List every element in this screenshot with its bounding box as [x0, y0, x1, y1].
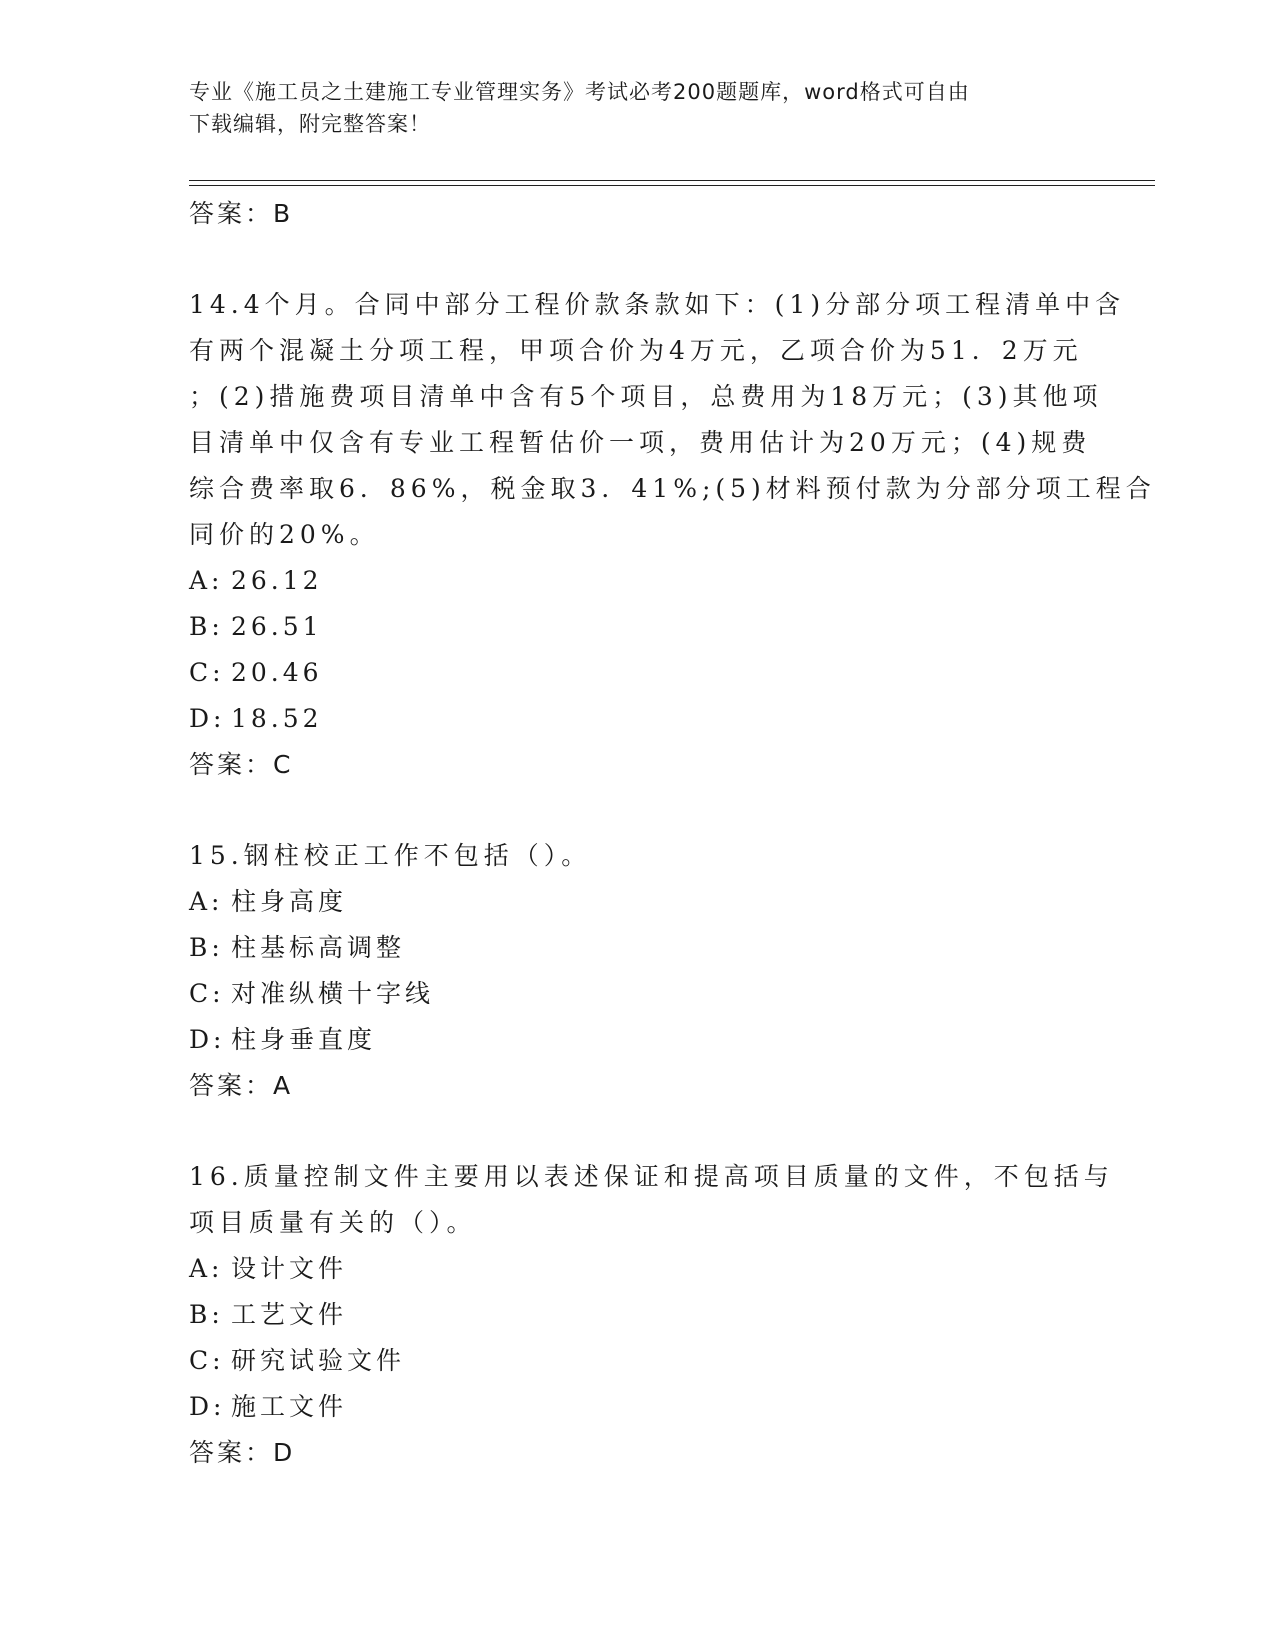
option-b	[189, 604, 1089, 650]
question-text-line: 项目质量有关的（）。	[189, 1208, 477, 1237]
option-label: A:	[189, 887, 224, 916]
option-label: A:	[189, 1254, 224, 1283]
question-text-line: 16.质量控制文件主要用以表述保证和提高项目质量的文件，不包括与	[189, 1162, 1114, 1191]
question-text-line: 综合费率取6．86%，税金取3．41%;(5)材料预付款为分部分项工程合	[189, 474, 1156, 503]
option-label: D:	[189, 1392, 226, 1421]
option-c	[189, 650, 1089, 696]
option-text: 26.12	[231, 566, 323, 595]
question-14	[189, 282, 1156, 788]
question-text-line: 有两个混凝土分项工程，甲项合价为4万元，乙项合价为51．2万元	[189, 336, 1083, 365]
question-15	[189, 833, 1089, 1109]
option-b	[189, 1292, 1089, 1338]
option-a	[189, 558, 1089, 604]
question-text-line: 14.4个月。合同中部分工程价款条款如下：(1)分部分项工程清单中含	[189, 290, 1126, 319]
option-text: 柱基标高调整	[231, 933, 406, 962]
option-text: 施工文件	[231, 1392, 348, 1421]
option-text: 18.52	[231, 704, 323, 733]
option-text: 柱身垂直度	[231, 1025, 377, 1054]
option-c	[189, 971, 1089, 1017]
question-16	[189, 1154, 1114, 1476]
option-text: 柱身高度	[231, 887, 348, 916]
option-c	[189, 1338, 1089, 1384]
option-label: C:	[189, 979, 225, 1008]
option-text: 26.51	[231, 612, 323, 641]
option-text: 20.46	[231, 658, 323, 687]
answer-line: 答案：C	[189, 750, 294, 779]
previous-answer: 答案：B	[189, 199, 294, 228]
option-d	[189, 696, 1089, 742]
option-b	[189, 925, 1089, 971]
option-a	[189, 1246, 1089, 1292]
header-divider-thin	[189, 185, 1155, 186]
option-label: C:	[189, 658, 225, 687]
option-text: 研究试验文件	[231, 1346, 406, 1375]
option-text: 工艺文件	[231, 1300, 348, 1329]
header-divider	[189, 180, 1155, 181]
question-text-line: 15.钢柱校正工作不包括（）。	[189, 841, 592, 870]
option-d	[189, 1017, 1089, 1063]
option-label: D:	[189, 704, 226, 733]
option-d	[189, 1384, 1089, 1430]
option-text: 设计文件	[231, 1254, 348, 1283]
option-label: A:	[189, 566, 224, 595]
document-header	[189, 76, 1069, 140]
header-line-2: 下载编辑，附完整答案！	[189, 112, 431, 136]
option-label: D:	[189, 1025, 226, 1054]
document-body	[189, 191, 1156, 1476]
option-a	[189, 879, 1089, 925]
question-text-line: 目清单中仅含有专业工程暂估价一项，费用估计为20万元；(4)规费	[189, 428, 1092, 457]
answer-line: 答案：A	[189, 1071, 294, 1100]
header-line-1: 专业《施工员之土建施工专业管理实务》考试必考200题题库，word格式可自由	[189, 80, 970, 104]
option-text: 对准纵横十字线	[231, 979, 435, 1008]
question-text-line: 同价的20%。	[189, 520, 380, 549]
option-label: C:	[189, 1346, 225, 1375]
option-label: B:	[189, 1300, 224, 1329]
question-text-line: ；(2)措施费项目清单中含有5个项目，总费用为18万元；(3)其他项	[189, 382, 1103, 411]
option-label: B:	[189, 933, 224, 962]
option-label: B:	[189, 612, 224, 641]
answer-line: 答案：D	[189, 1438, 296, 1467]
